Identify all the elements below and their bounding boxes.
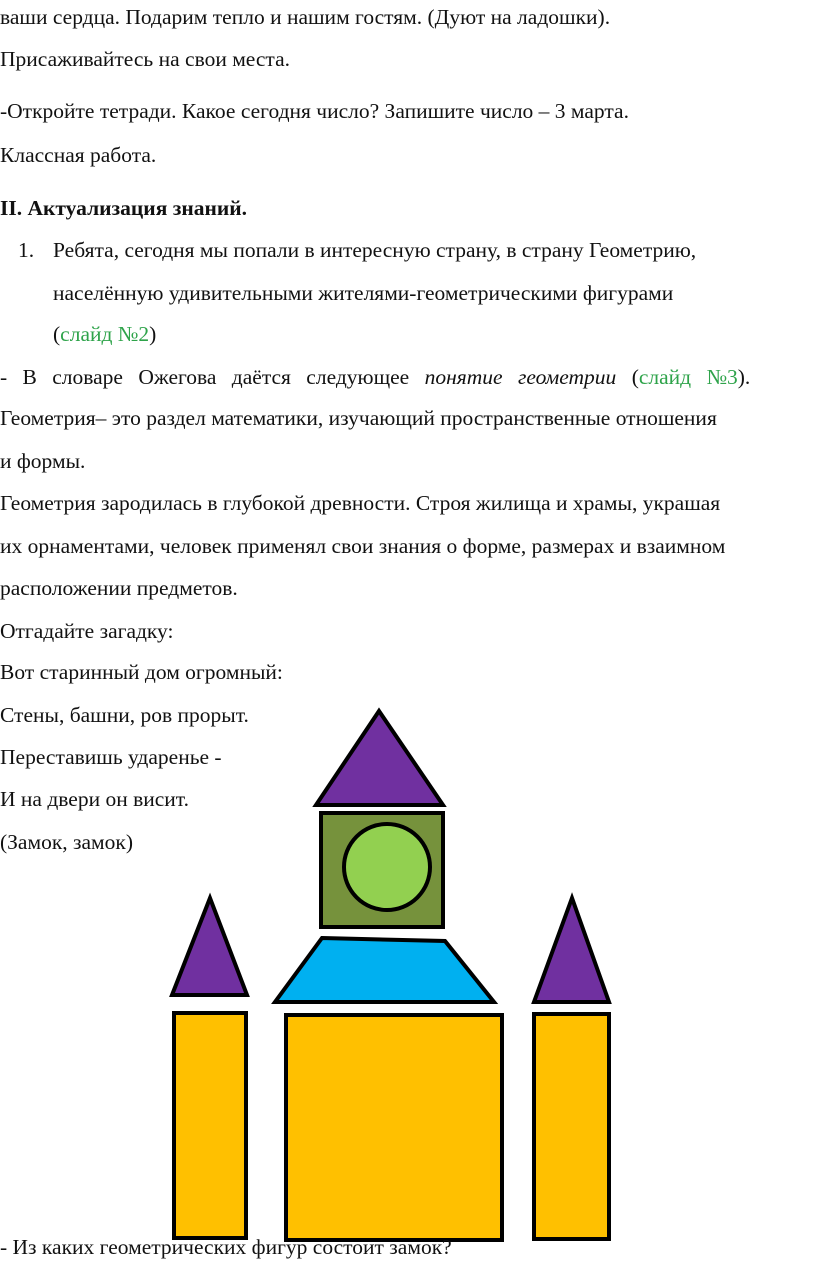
riddle-line: И на двери он висит.: [0, 787, 189, 811]
right-triangle: [534, 898, 609, 1002]
paren: ): [149, 322, 157, 346]
text-line: Классная работа.: [0, 143, 157, 167]
green-circle: [344, 824, 430, 910]
question-line: - Из каких геометрических фигур состоит замок?: [0, 1235, 452, 1259]
center-rect: [286, 1015, 502, 1240]
list-item-text: Ребята, сегодня мы попали в интересную страну, в страну Геометрию,: [53, 238, 697, 262]
right-tower-rect: [534, 1014, 609, 1239]
dictionary-text: - В словаре Ожегова даётся следующее: [0, 365, 425, 389]
paren: (: [53, 322, 61, 346]
list-item-text: населённую удивительными жителями-геометрическими фигурами: [53, 281, 674, 305]
text-line: -Откройте тетради. Какое сегодня число? Запишите число – 3 марта.: [0, 99, 629, 123]
riddle-line: Стены, башни, ров прорыт.: [0, 703, 249, 727]
geometry-concept: понятие геометрии: [424, 365, 617, 389]
slide-2-link[interactable]: слайд №2: [60, 322, 150, 346]
section-heading: II. Актуализация знаний.: [0, 196, 248, 220]
text-line: расположении предметов.: [0, 576, 238, 600]
text-line: и формы.: [0, 449, 86, 473]
riddle-line: Вот старинный дом огромный:: [0, 660, 283, 684]
riddle-line: Переставишь ударенье -: [0, 745, 222, 769]
blue-trapezoid: [275, 938, 494, 1002]
slide-3-link[interactable]: слайд №3: [638, 365, 738, 389]
text-line: Отгадайте загадку:: [0, 619, 174, 643]
text-line: Присаживайтесь на свои места.: [0, 47, 291, 71]
paren: ).: [737, 365, 751, 389]
text-line: Геометрия– это раздел математики, изучающий пространственные отношения: [0, 406, 717, 430]
list-item-number: 1.: [18, 238, 35, 262]
paren: (: [616, 365, 639, 389]
top-triangle: [316, 711, 443, 805]
left-tower-rect: [174, 1013, 246, 1238]
text-line: их орнаментами, человек применял свои знания о форме, размерах и взаимном: [0, 534, 726, 558]
text-line: ваши сердца. Подарим тепло и нашим гостям. (Дуют на ладошки).: [0, 5, 611, 29]
left-triangle: [172, 898, 247, 995]
text-line: Геометрия зародилась в глубокой древности. Строя жилища и храмы, украшая: [0, 491, 721, 515]
riddle-answer: (Замок, замок): [0, 830, 134, 854]
